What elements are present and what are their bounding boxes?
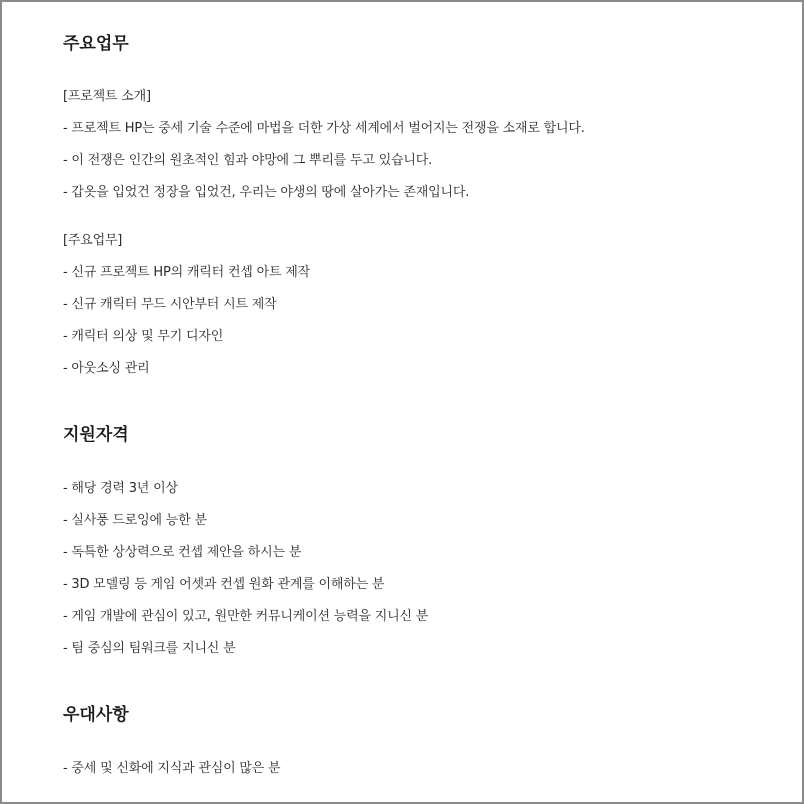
- section-title-duties: 주요업무: [63, 34, 129, 54]
- subheading-duties: [주요업무]: [63, 233, 123, 248]
- list-item: - 중세 및 신화에 지식과 관심이 많은 분: [63, 761, 281, 776]
- list-item: - 캐릭터 의상 및 무기 디자인: [63, 329, 224, 344]
- list-item: - 신규 프로젝트 HP의 캐릭터 컨셉 아트 제작: [63, 265, 310, 280]
- list-item: - 게임 개발에 관심이 있고, 원만한 커뮤니케이션 능력을 지니신 분: [63, 609, 429, 624]
- list-item: - 아웃소싱 관리: [63, 361, 150, 376]
- list-item: - 3D 모델링 등 게임 어셋과 컨셉 원화 관계를 이해하는 분: [63, 577, 385, 592]
- section-title-preferred: 우대사항: [63, 705, 129, 725]
- section-title-qualifications: 지원자격: [63, 425, 129, 445]
- list-item: - 해당 경력 3년 이상: [63, 481, 178, 496]
- list-item: - 실사풍 드로잉에 능한 분: [63, 513, 207, 528]
- subheading-project-intro: [프로젝트 소개]: [63, 89, 151, 104]
- list-item: - 이 전쟁은 인간의 원초적인 힘과 야망에 그 뿌리를 두고 있습니다.: [63, 153, 433, 168]
- list-item: - 갑옷을 입었건 정장을 입었건, 우리는 야생의 땅에 살아가는 존재입니다.: [63, 185, 470, 200]
- list-item: - 신규 캐릭터 무드 시안부터 시트 제작: [63, 297, 277, 312]
- list-item: - 팀 중심의 팀워크를 지니신 분: [63, 641, 236, 656]
- list-item: - 프로젝트 HP는 중세 기술 수준에 마법을 더한 가상 세계에서 벌어지는 전쟁을 소재로 합니다.: [63, 121, 585, 136]
- list-item: - 독특한 상상력으로 컨셉 제안을 하시는 분: [63, 545, 302, 560]
